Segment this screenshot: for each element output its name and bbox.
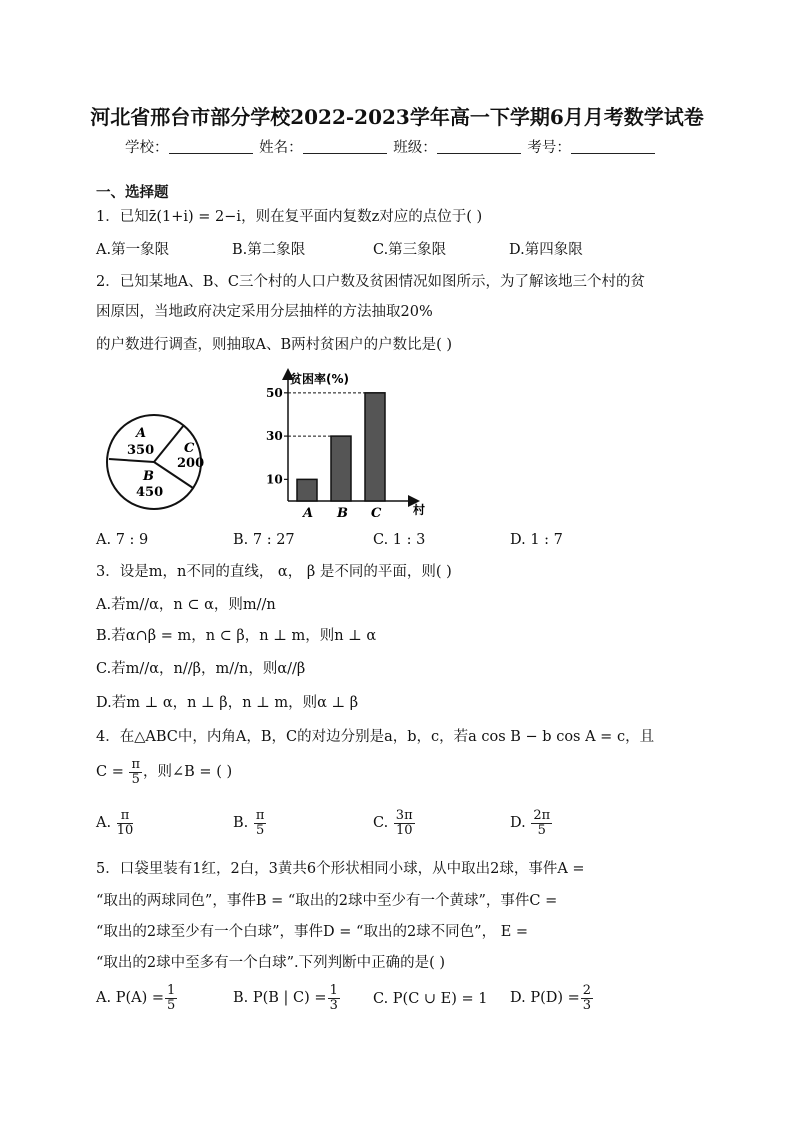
pie-label-b: B (143, 469, 154, 484)
q5-d-prefix: D. P(D) = (510, 990, 580, 1007)
q2-option-b: B. 7 : 27 (233, 532, 295, 548)
q5-option-d-fraction (581, 984, 593, 1012)
q4-c-num: π (131, 757, 141, 772)
bar-x-axis-label: 村 (413, 503, 426, 517)
q5-option-d (510, 984, 594, 1012)
q4-c-den: 5 (131, 771, 140, 787)
q4-a-den: 10 (116, 822, 134, 838)
q2-stem-line1: 2．已知某地A、B、C三个村的人口户数及贫困情况如图所示，为了解该地三个村的贫 (96, 274, 645, 290)
q4-c-fraction (129, 758, 142, 786)
number-label: 考号： (527, 140, 571, 156)
q4-stem-line1: 4．在△ABC中，内角A，B，C的对边分别是a，b，c，若a cos B − b cos A = c，且 (96, 729, 655, 745)
q5-option-a-fraction (165, 984, 177, 1012)
q5-b-prefix: B. P(B | C) = (233, 990, 327, 1007)
bar-C (365, 393, 385, 501)
q5-stem-line3: “取出的2球至少有一个白球”，事件D = “取出的2球不同色”， E = (96, 924, 529, 940)
pie-value-c: 200 (177, 456, 205, 471)
q5-b-num: 1 (329, 983, 338, 998)
q4-option-c-letter: C. (373, 815, 389, 832)
q3-option-c: C.若m//α，n//β，m//n，则α//β (96, 661, 306, 677)
q1-option-d: D.第四象限 (509, 242, 583, 258)
q4-d-den: 5 (537, 822, 546, 838)
q5-b-den: 3 (329, 997, 338, 1013)
q1-option-c: C.第三象限 (373, 242, 447, 258)
q4-c-opt-num: 3π (395, 808, 413, 823)
q2-option-c: C. 1 : 3 (373, 532, 426, 548)
q4-b-num: π (255, 808, 265, 823)
section-heading: 一、选择题 (96, 184, 169, 201)
q2-option-a: A. 7 : 9 (96, 532, 149, 548)
q5-option-a (96, 984, 178, 1012)
q4-option-b (233, 809, 267, 837)
q5-d-num: 2 (582, 983, 592, 998)
q5-a-num: 1 (167, 983, 176, 998)
q5-option-c (373, 991, 488, 1007)
q5-c-prefix: C. P(C ∪ E) = 1 (373, 991, 488, 1007)
q3-stem: 3．设是m，n不同的直线， α， β 是不同的平面，则( ) (96, 564, 452, 580)
pie-divider-ab (109, 459, 154, 462)
q5-d-den: 3 (582, 997, 592, 1013)
bar-category-label-C: C (371, 506, 382, 521)
bar-B (331, 436, 351, 501)
pie-label-c: C (184, 441, 195, 456)
q4-option-a (96, 809, 134, 837)
q2-option-d: D. 1 : 7 (510, 532, 563, 548)
bar-A (297, 479, 317, 501)
pie-value-a: 350 (127, 443, 155, 458)
q3-option-d: D.若m ⊥ α，n ⊥ β，n ⊥ m，则α ⊥ β (96, 695, 359, 711)
pie-label-a: A (136, 426, 147, 441)
class-label: 班级： (393, 140, 437, 156)
name-blank (303, 139, 387, 154)
school-label: 学校： (125, 140, 169, 156)
bar-y-tick-30: 30 (266, 429, 283, 444)
q2-stem-line2: 困原因，当地政府决定采用分层抽样的方法抽取20% (96, 304, 433, 320)
q4-option-d-fraction (531, 809, 552, 837)
q4-c-opt-den: 10 (395, 822, 413, 838)
q5-a-den: 5 (167, 997, 176, 1013)
q5-option-b (233, 984, 341, 1012)
q5-stem-line4: “取出的2球中至多有一个白球”.下列判断中正确的是( ) (96, 955, 446, 971)
q5-stem-line1: 5．口袋里装有1红，2白，3黄共6个形状相同小球，从中取出2球，事件A = (96, 861, 585, 877)
q4-option-a-letter: A. (96, 815, 112, 832)
q4-option-c (373, 809, 416, 837)
bar-category-label-A: A (303, 506, 314, 521)
q4-option-c-fraction (394, 809, 415, 837)
q1-stem: 1．已知z̄(1+i) = 2−i，则在复平面内复数z对应的点位于( ) (96, 209, 483, 225)
q3-option-a: A.若m//α，n ⊂ α，则m//n (96, 597, 276, 613)
page-title: 河北省邢台市部分学校2022-2023学年高一下学期6月月考数学试卷 (90, 105, 704, 129)
q4-b-den: 5 (256, 822, 265, 838)
bar-y-axis-label: 贫困率(%) (290, 372, 349, 386)
name-label: 姓名： (259, 140, 303, 156)
class-blank (437, 139, 521, 154)
student-info-row (125, 136, 657, 157)
q4-c-prefix: C = (96, 764, 124, 781)
bar-y-tick-10: 10 (266, 472, 283, 487)
number-blank (571, 139, 655, 154)
q1-option-a: A.第一象限 (96, 242, 170, 258)
q5-a-prefix: A. P(A) = (96, 990, 164, 1007)
population-pie-chart (100, 412, 210, 512)
q4-option-b-fraction (254, 809, 267, 837)
q5-option-b-fraction (328, 984, 340, 1012)
q3-option-b: B.若α∩β = m，n ⊂ β，n ⊥ m，则n ⊥ α (96, 628, 377, 644)
school-blank (169, 139, 253, 154)
q4-a-num: π (117, 809, 134, 824)
bar-y-tick-50: 50 (266, 385, 283, 400)
q4-option-d (510, 809, 553, 837)
q4-c-suffix: ，则∠B = ( ) (143, 764, 233, 781)
q4-option-d-letter: D. (510, 815, 526, 832)
pie-value-b: 450 (136, 485, 164, 500)
poverty-rate-bar-chart (248, 362, 428, 522)
bar-category-label-B: B (337, 506, 348, 521)
q4-option-a-fraction (117, 809, 134, 837)
q1-option-b: B.第二象限 (232, 242, 306, 258)
q4-d-num: 2π (533, 808, 551, 823)
q4-stem-line2 (96, 758, 232, 786)
q5-stem-line2: “取出的两球同色”，事件B = “取出的2球中至少有一个黄球”，事件C = (96, 893, 558, 909)
q2-stem-line3: 的户数进行调查，则抽取A、B两村贫困户的户数比是( ) (96, 337, 453, 353)
q4-option-b-letter: B. (233, 815, 249, 832)
